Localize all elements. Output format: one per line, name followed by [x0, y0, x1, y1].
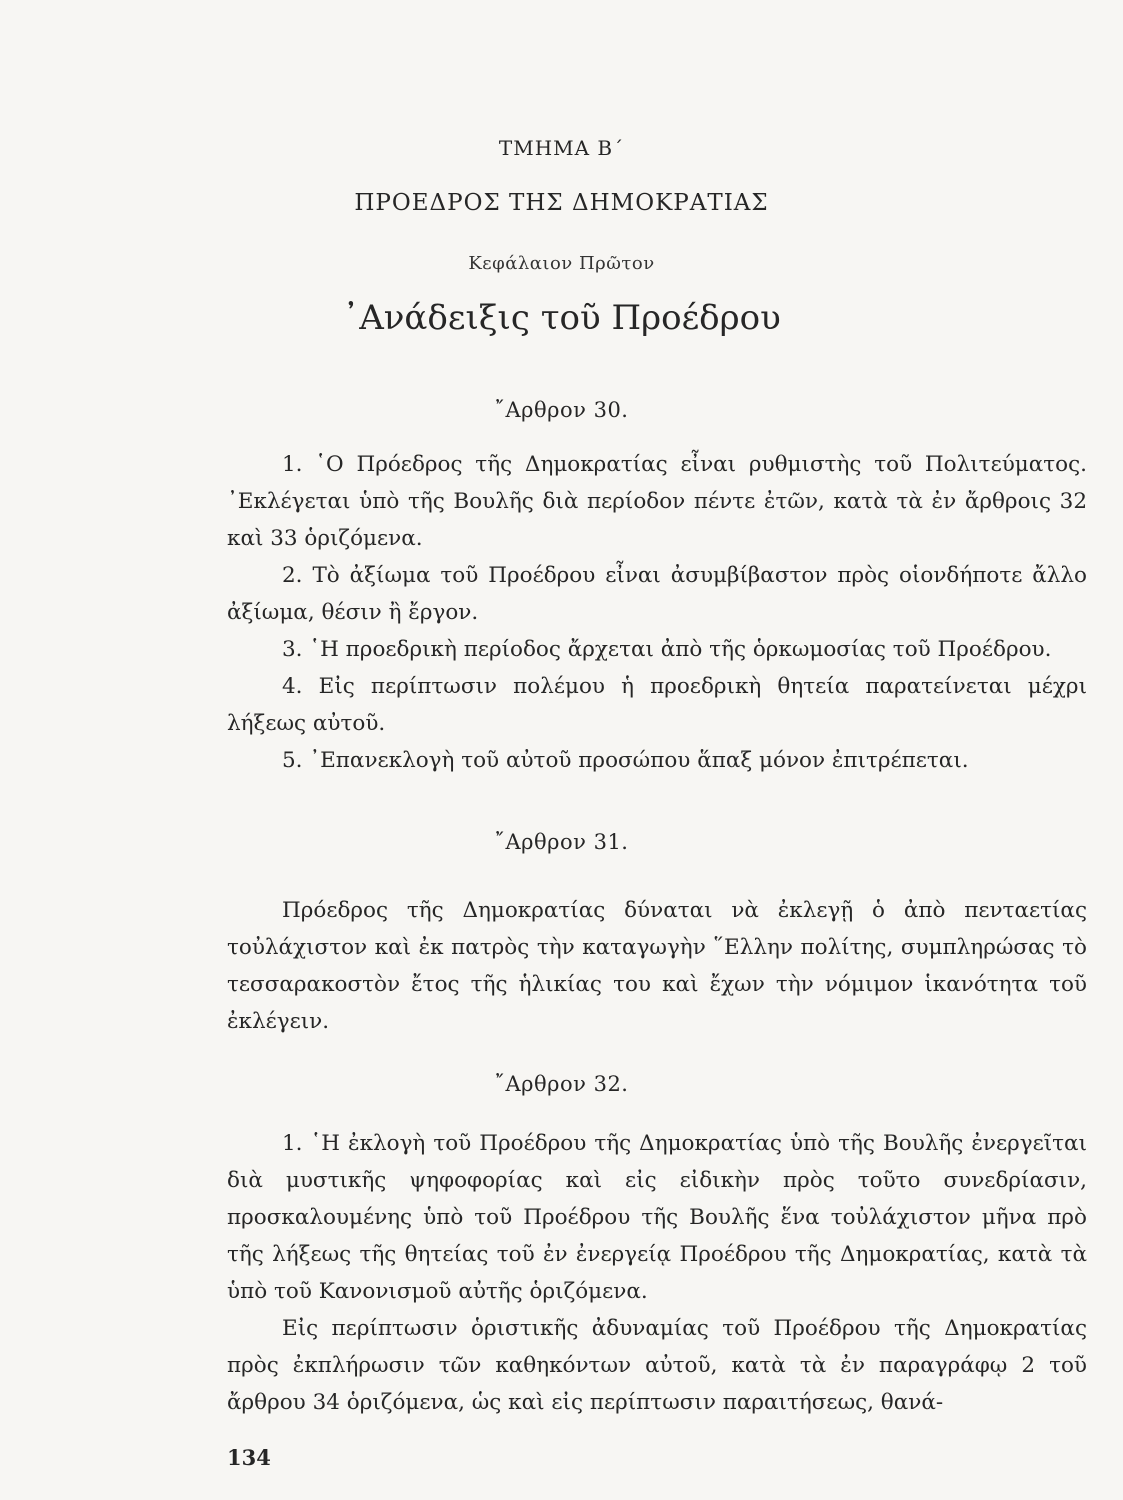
article-30-body: [227, 446, 1087, 779]
article-31-heading: ῎Αρθρον 31.: [494, 830, 629, 854]
chapter-label: Κεφάλαιον Πρῶτον: [468, 253, 655, 274]
article-30-paragraph-5: 5. ᾿Επανεκλογὴ τοῦ αὐτοῦ προσώπου ἅπαξ μόνον ἐπιτρέπεται.: [282, 748, 969, 773]
article-30-paragraph-2: 2. Τὸ ἀξίωμα τοῦ Προέδρου εἶναι ἀσυμβίβαστον πρὸς οἱονδήποτε ἄλλο ἀξίωμα, θέσιν ἢ ἔργον.: [227, 563, 1087, 625]
article-32-paragraph-1: 1. ῾Η ἐκλογὴ τοῦ Προέδρου τῆς Δημοκρατίας ὑπὸ τῆς Βουλῆς ἐνεργεῖται διὰ μυστικῆς ψηφοφορίας καὶ εἰς εἰδικὴν πρὸς τοῦτο συνεδρίασιν, προσκαλουμένης ὑπὸ τοῦ Προέδρου τῆς Βουλῆς ἕνα τοὐλάχιστον μῆνα πρὸ τῆς λήξεως τῆς θητείας τοῦ ἐν ἐνεργείᾳ Προέδρου τῆς Δημοκρατίας, κατὰ τὰ ὑπὸ τοῦ Κανονισμοῦ αὐτῆς ὁριζόμενα.: [227, 1131, 1087, 1304]
article-32-heading: ῎Αρθρον 32.: [494, 1072, 629, 1096]
article-32-body: [227, 1125, 1087, 1421]
article-30-paragraph-3: 3. ῾Η προεδρικὴ περίοδος ἄρχεται ἀπὸ τῆς ὁρκωμοσίας τοῦ Προέδρου.: [282, 637, 1052, 662]
article-31-paragraph-1: Πρόεδρος τῆς Δημοκρατίας δύναται νὰ ἐκλεγῇ ὁ ἀπὸ πενταετίας τοὐλάχιστον καὶ ἐκ πατρὸς τὴν καταγωγὴν ῞Ελλην πολίτης, συμπληρώσας τὸ τεσσαρακοστὸν ἔτος τῆς ἡλικίας του καὶ ἔχων τὴν νόμιμον ἱκανότητα τοῦ ἐκλέγειν.: [227, 898, 1087, 1034]
article-30-heading: ῎Αρθρον 30.: [494, 398, 629, 422]
chapter-title: ᾿Ανάδειξις τοῦ Προέδρου: [342, 298, 781, 338]
article-32-paragraph-2: Εἰς περίπτωσιν ὁριστικῆς ἀδυναμίας τοῦ Προέδρου τῆς Δημοκρατίας πρὸς ἐκπλήρωσιν τῶν καθηκόντων αὐτοῦ, κατὰ τὰ ἐν παραγράφῳ 2 τοῦ ἄρθρου 34 ὁριζόμενα, ὡς καὶ εἰς περίπτωσιν παραιτήσεως, θανά-: [227, 1316, 1087, 1415]
part-title: ΠΡΟΕΔΡΟΣ ΤΗΣ ΔΗΜΟΚΡΑΤΙΑΣ: [354, 190, 769, 216]
article-30-paragraph-1: 1. ῾Ο Πρόεδρος τῆς Δημοκρατίας εἶναι ρυθμιστὴς τοῦ Πολιτεύματος. ᾿Εκλέγεται ὑπὸ τῆς Βουλῆς διὰ περίοδον πέντε ἐτῶν, κατὰ τὰ ἐν ἄρθροις 32 καὶ 33 ὁριζόμενα.: [227, 452, 1087, 551]
section-label: ΤΜΗΜΑ Β΄: [498, 136, 625, 160]
article-30-paragraph-4: 4. Εἰς περίπτωσιν πολέμου ἡ προεδρικὴ θητεία παρατείνεται μέχρι λήξεως αὐτοῦ.: [227, 674, 1087, 736]
article-31-body: [227, 892, 1087, 1040]
page-number: 134: [227, 1445, 271, 1470]
